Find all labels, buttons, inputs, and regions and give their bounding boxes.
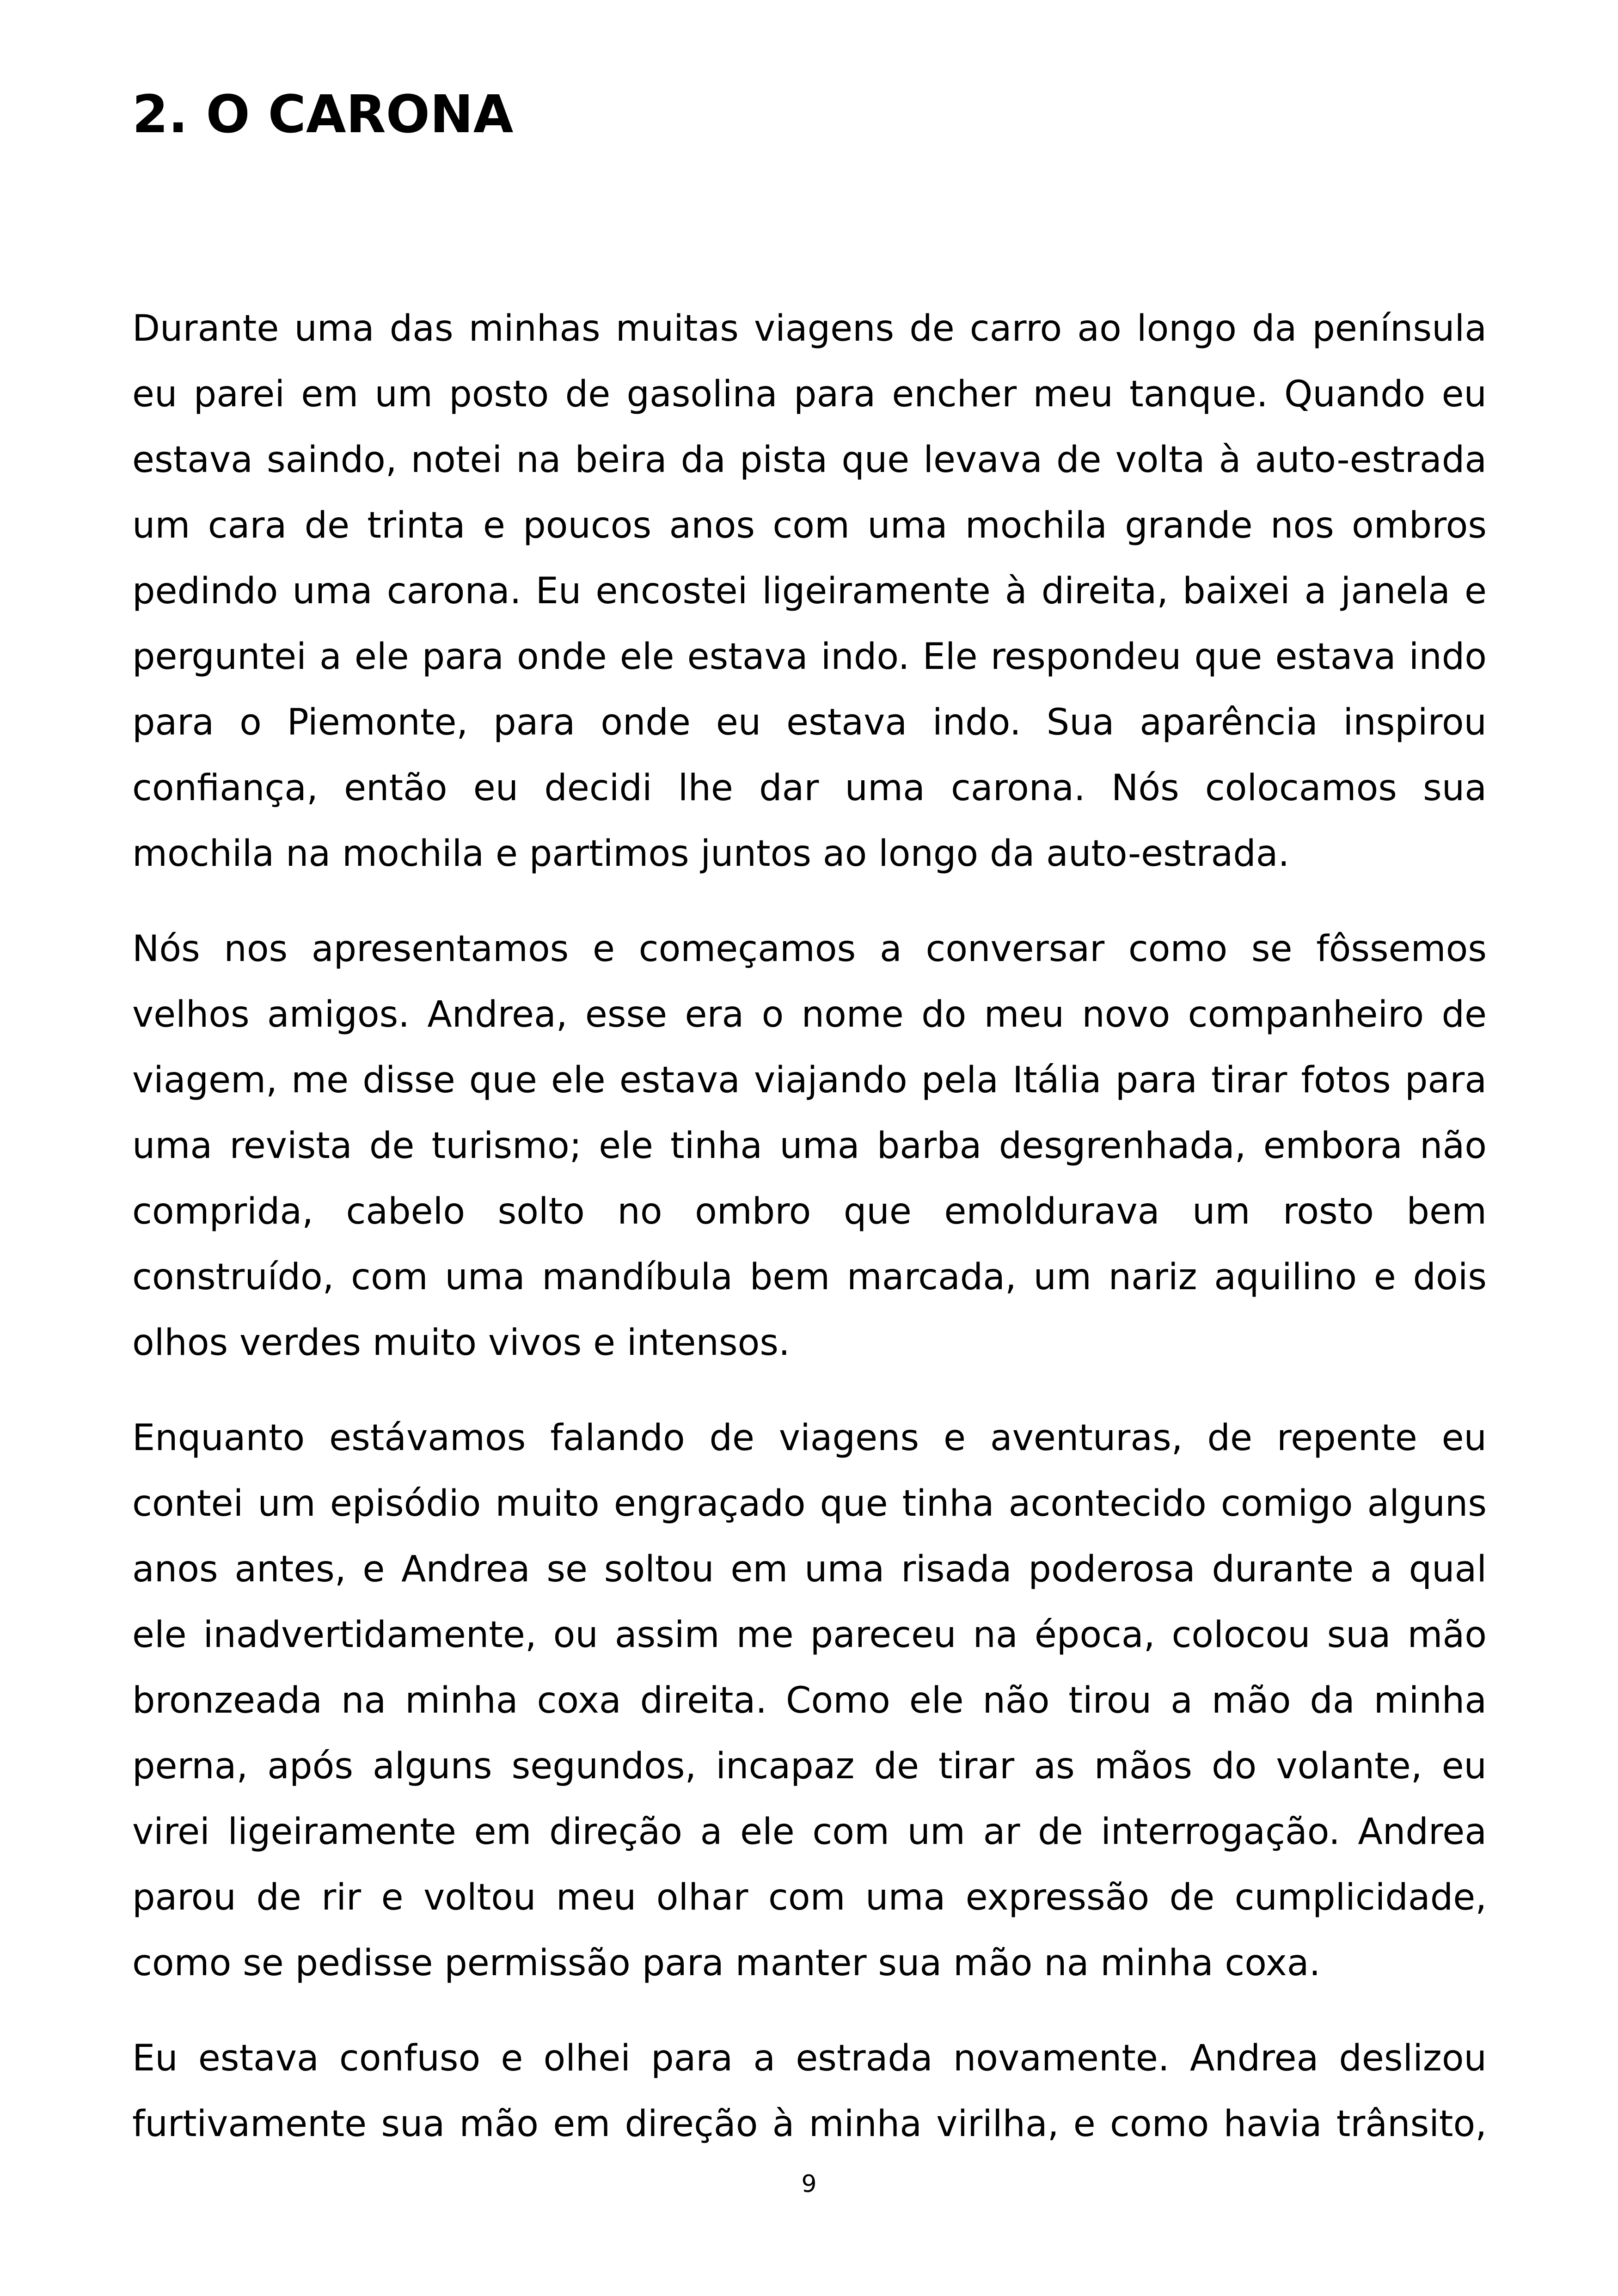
text-line: virei ligeiramente em direção a ele com um ar de interrogação. Andrea bbox=[132, 1811, 1487, 1853]
text-line: parou de rir e voltou meu olhar com uma expressão de cumplicidade, bbox=[132, 1877, 1487, 1918]
text-line: anos antes, e Andrea se soltou em uma risada poderosa durante a qual bbox=[132, 1549, 1487, 1590]
text-line: Durante uma das minhas muitas viagens de carro ao longo da península bbox=[132, 308, 1487, 349]
paragraph-4 bbox=[132, 2026, 1487, 2157]
text-line: pedindo uma carona. Eu encostei ligeiramente à direita, baixei a janela e bbox=[132, 570, 1487, 612]
text-line: bronzeada na minha coxa direita. Como ele não tirou a mão da minha bbox=[132, 1680, 1487, 1721]
text-line: para o Piemonte, para onde eu estava indo. Sua aparência inspirou bbox=[132, 702, 1487, 743]
text-line: eu parei em um posto de gasolina para encher meu tanque. Quando eu bbox=[132, 373, 1487, 415]
text-line: Nós nos apresentamos e começamos a conversar como se fôssemos bbox=[132, 928, 1487, 970]
text-line: olhos verdes muito vivos e intensos. bbox=[132, 1322, 790, 1364]
text-line: velhos amigos. Andrea, esse era o nome do meu novo companheiro de bbox=[132, 994, 1487, 1035]
text-line: confiança, então eu decidi lhe dar uma carona. Nós colocamos sua bbox=[132, 767, 1487, 809]
text-line: uma revista de turismo; ele tinha uma barba desgrenhada, embora não bbox=[132, 1125, 1487, 1167]
paragraph-3 bbox=[132, 1405, 1487, 1996]
page-number: 9 bbox=[801, 2170, 817, 2198]
text-line: contei um episódio muito engraçado que tinha acontecido comigo alguns bbox=[132, 1483, 1487, 1525]
text-line: Enquanto estávamos falando de viagens e aventuras, de repente eu bbox=[132, 1417, 1487, 1459]
chapter-title: 2. O CARONA bbox=[132, 85, 514, 145]
text-line: comprida, cabelo solto no ombro que emoldurava um rosto bem bbox=[132, 1191, 1487, 1232]
text-line: estava saindo, notei na beira da pista que levava de volta à auto-estrada bbox=[132, 439, 1487, 481]
text-line: Eu estava confuso e olhei para a estrada novamente. Andrea deslizou bbox=[132, 2038, 1487, 2079]
chapter-body bbox=[132, 296, 1487, 2186]
paragraph-2 bbox=[132, 916, 1487, 1376]
text-line: mochila na mochila e partimos juntos ao longo da auto-estrada. bbox=[132, 833, 1290, 875]
text-line: ele inadvertidamente, ou assim me pareceu na época, colocou sua mão bbox=[132, 1614, 1487, 1656]
text-line: como se pedisse permissão para manter sua mão na minha coxa. bbox=[132, 1942, 1321, 1984]
paragraph-1 bbox=[132, 296, 1487, 887]
text-line: viagem, me disse que ele estava viajando pela Itália para tirar fotos para bbox=[132, 1059, 1487, 1101]
text-line: perguntei a ele para onde ele estava indo. Ele respondeu que estava indo bbox=[132, 636, 1487, 678]
text-line: perna, após alguns segundos, incapaz de tirar as mãos do volante, eu bbox=[132, 1745, 1487, 1787]
text-line: construído, com uma mandíbula bem marcada, um nariz aquilino e dois bbox=[132, 1256, 1487, 1298]
text-line: um cara de trinta e poucos anos com uma mochila grande nos ombros bbox=[132, 505, 1487, 546]
text-line: furtivamente sua mão em direção à minha virilha, e como havia trânsito, bbox=[132, 2103, 1487, 2145]
